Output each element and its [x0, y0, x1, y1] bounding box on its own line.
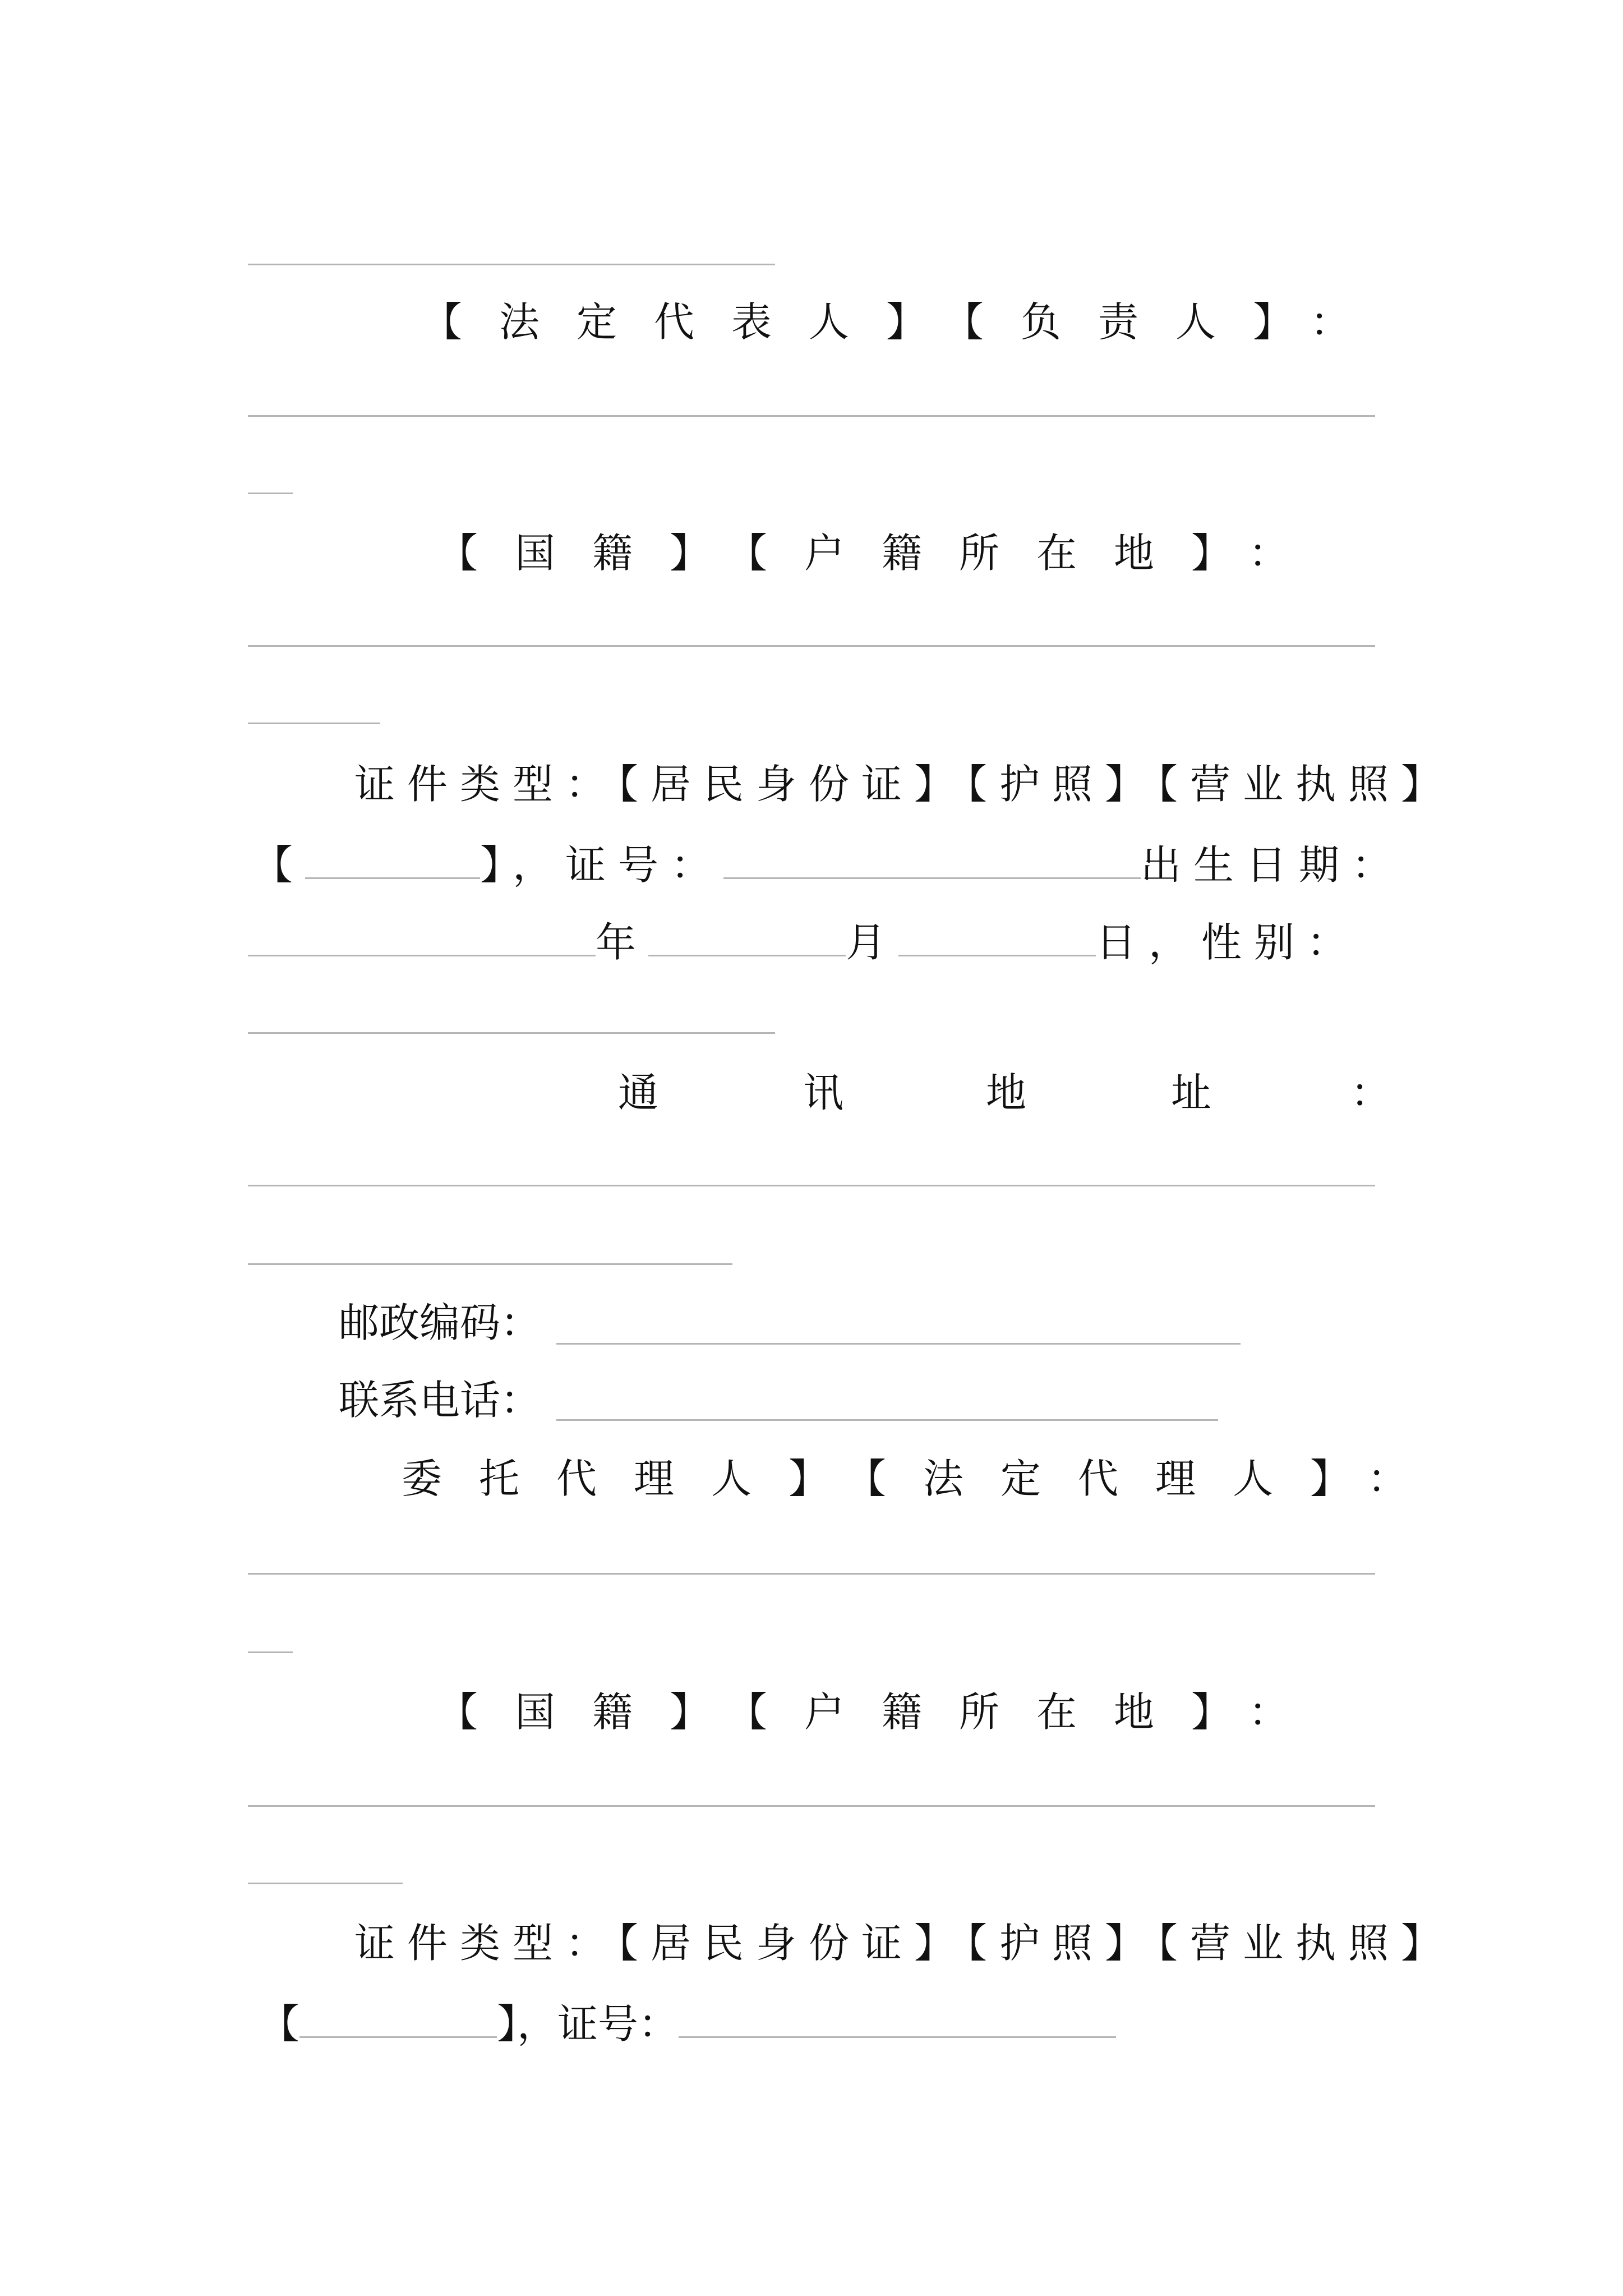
- agent-nationality-field[interactable]: [248, 1805, 1375, 1807]
- bracket-open: 【: [252, 841, 306, 889]
- address-field-cont[interactable]: [248, 1263, 732, 1265]
- agent-id-type-other-field[interactable]: [299, 1999, 497, 2038]
- postal-code-label: 邮政编码：: [339, 1299, 541, 1346]
- birth-day-field[interactable]: [898, 918, 1096, 956]
- birth-year-field[interactable]: [248, 918, 596, 956]
- address-char: 通: [618, 1069, 659, 1116]
- phone-label: 联系电话：: [339, 1377, 541, 1424]
- birth-month-field[interactable]: [648, 918, 846, 956]
- year-label: 年: [596, 919, 649, 966]
- bracket-close: 】，: [480, 841, 566, 889]
- day-gender-label: 日，性别：: [1096, 919, 1360, 966]
- agent-nationality-field-cont[interactable]: [248, 1883, 403, 1884]
- id-number-label: 证号：: [565, 841, 724, 889]
- nationality-field[interactable]: [248, 645, 1375, 647]
- nationality-label: 【国籍】【户籍所在地】：: [437, 530, 1326, 577]
- agent-id-number-label: 证号：: [557, 2000, 679, 2047]
- agent-label: 委托代理人】【法定代理人】：: [402, 1455, 1445, 1502]
- agent-id-number-row: [259, 1999, 1116, 2047]
- agent-id-number-field[interactable]: [679, 1999, 1116, 2038]
- agent-nationality-label: 【国籍】【户籍所在地】：: [437, 1688, 1326, 1736]
- address-char: 地: [986, 1069, 1027, 1116]
- agent-field[interactable]: [248, 1573, 1375, 1575]
- gender-field[interactable]: [248, 1032, 775, 1034]
- address-char: ：: [1350, 1069, 1391, 1116]
- legal-representative-label: 【法定代表人】【负责人】：: [422, 298, 1388, 346]
- address-field[interactable]: [248, 1185, 1375, 1186]
- birth-date-row: [248, 918, 1360, 966]
- id-number-row: [252, 840, 1405, 889]
- id-type-label: 证件类型：【居民身份证】【护照】【营业执照】: [354, 761, 1454, 808]
- bracket-open: 【: [259, 2000, 300, 2047]
- id-number-field[interactable]: [723, 840, 1141, 879]
- address-char: 讯: [803, 1069, 844, 1116]
- agent-field-cont[interactable]: [248, 1651, 293, 1653]
- agent-id-type-label: 证件类型：【居民身份证】【护照】【营业执照】: [354, 1920, 1454, 1967]
- month-label: 月: [846, 919, 899, 966]
- legal-representative-field-cont[interactable]: [248, 493, 293, 494]
- nationality-field-cont[interactable]: [248, 723, 380, 724]
- blank-line[interactable]: [248, 264, 775, 265]
- phone-field[interactable]: [556, 1419, 1218, 1421]
- birth-date-label: 出生日期：: [1141, 841, 1405, 889]
- postal-code-field[interactable]: [556, 1343, 1241, 1345]
- bracket-close: 】，: [497, 2000, 558, 2047]
- id-type-other-field[interactable]: [305, 840, 480, 879]
- legal-representative-field[interactable]: [248, 415, 1375, 417]
- address-char: 址: [1171, 1069, 1212, 1116]
